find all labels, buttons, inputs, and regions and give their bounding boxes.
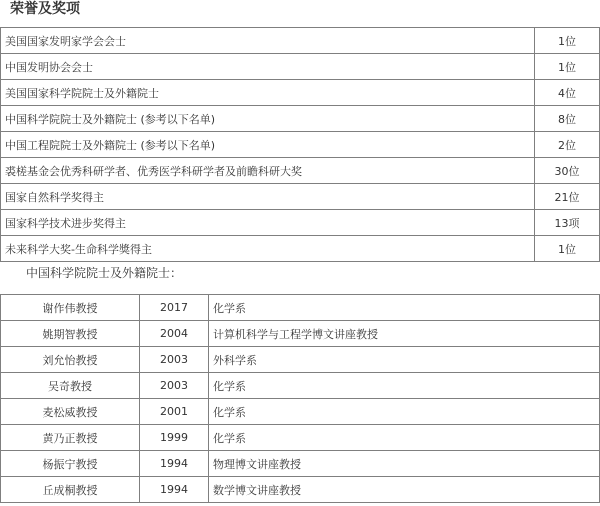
honor-label: 未来科学大奖-生命科学獎得主 — [1, 236, 535, 262]
member-name: 黄乃正教授 — [1, 425, 140, 451]
table-row — [1, 295, 600, 321]
honor-label: 国家自然科学奖得主 — [1, 184, 535, 210]
table-row — [1, 28, 600, 54]
cas-members-table — [0, 294, 600, 503]
honors-table — [0, 27, 600, 262]
member-name: 刘允怡教授 — [1, 347, 140, 373]
honor-label: 国家科学技术进步奖得主 — [1, 210, 535, 236]
table-row — [1, 451, 600, 477]
member-year: 2003 — [140, 373, 209, 399]
member-dept: 化学系 — [209, 373, 600, 399]
honor-label: 美国国家科学院院士及外籍院士 — [1, 80, 535, 106]
table-row — [1, 399, 600, 425]
honor-count: 13项 — [535, 210, 600, 236]
table-row — [1, 158, 600, 184]
honor-label: 中国工程院院士及外籍院士 (参考以下名单) — [1, 132, 535, 158]
member-dept: 化学系 — [209, 295, 600, 321]
honor-count: 8位 — [535, 106, 600, 132]
member-dept: 数学博文讲座教授 — [209, 477, 600, 503]
member-year: 2001 — [140, 399, 209, 425]
member-dept: 化学系 — [209, 425, 600, 451]
member-year: 2003 — [140, 347, 209, 373]
table-row — [1, 347, 600, 373]
honor-count: 4位 — [535, 80, 600, 106]
member-name: 姚期智教授 — [1, 321, 140, 347]
table-row — [1, 80, 600, 106]
honor-count: 1位 — [535, 236, 600, 262]
table-row — [1, 236, 600, 262]
member-name: 谢作伟教授 — [1, 295, 140, 321]
honor-count: 30位 — [535, 158, 600, 184]
table-row — [1, 184, 600, 210]
honor-label: 中国科学院院士及外籍院士 (参考以下名单) — [1, 106, 535, 132]
member-dept: 外科学系 — [209, 347, 600, 373]
member-year: 2004 — [140, 321, 209, 347]
table-row — [1, 425, 600, 451]
table-row — [1, 106, 600, 132]
page-title: 荣誉及奖项 — [10, 1, 80, 17]
honor-count: 21位 — [535, 184, 600, 210]
member-year: 2017 — [140, 295, 209, 321]
honor-count: 1位 — [535, 28, 600, 54]
member-year: 1994 — [140, 451, 209, 477]
table-row — [1, 54, 600, 80]
table-row — [1, 210, 600, 236]
honor-label: 中国发明协会会士 — [1, 54, 535, 80]
table-row — [1, 373, 600, 399]
honor-label: 美国国家发明家学会会士 — [1, 28, 535, 54]
honor-label: 裘槎基金会优秀科研学者、优秀医学科研学者及前瞻科研大奖 — [1, 158, 535, 184]
member-name: 丘成桐教授 — [1, 477, 140, 503]
member-year: 1999 — [140, 425, 209, 451]
member-dept: 物理博文讲座教授 — [209, 451, 600, 477]
table-row — [1, 321, 600, 347]
member-name: 吴奇教授 — [1, 373, 140, 399]
honor-count: 1位 — [535, 54, 600, 80]
member-name: 麦松威教授 — [1, 399, 140, 425]
table-row — [1, 132, 600, 158]
member-year: 1994 — [140, 477, 209, 503]
member-name: 杨振宁教授 — [1, 451, 140, 477]
member-dept: 化学系 — [209, 399, 600, 425]
section-subtitle: 中国科学院院士及外籍院士： — [26, 266, 183, 280]
honor-count: 2位 — [535, 132, 600, 158]
table-row — [1, 477, 600, 503]
member-dept: 计算机科学与工程学博文讲座教授 — [209, 321, 600, 347]
